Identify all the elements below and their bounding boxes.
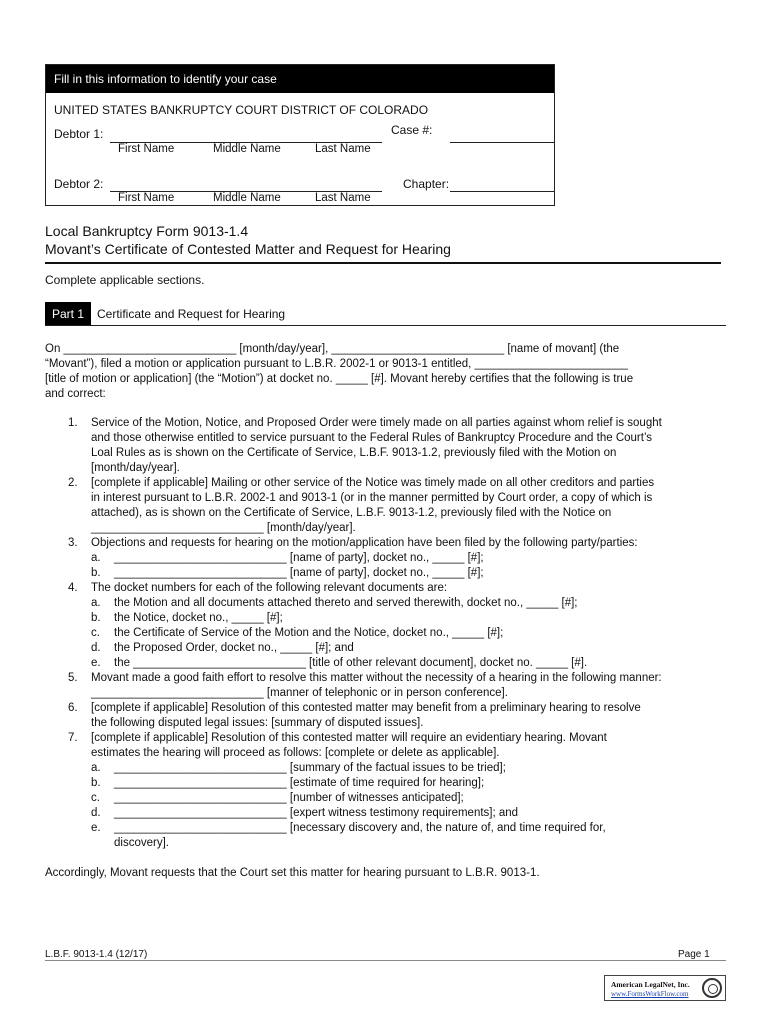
sub-item-continuation: discovery]. (114, 837, 169, 849)
sub-item-text: ___________________________ [necessary discovery and, the nature of, and time required for, (114, 822, 606, 834)
sub-item-letter: c. (91, 627, 100, 639)
form-title: Movant’s Certificate of Contested Matter and Request for Hearing (45, 241, 451, 257)
sub-item-text: ___________________________ [number of witnesses anticipated]; (114, 792, 464, 804)
chapter-field[interactable] (450, 191, 554, 192)
case-info-box (45, 64, 555, 206)
sub-item-letter: a. (91, 597, 101, 609)
sub-item-text: ___________________________ [summary of the factual issues to be tried]; (114, 762, 506, 774)
item-line: in interest pursuant to L.B.R. 2002-1 and 9013-1 (or in the manner permitted by Court order, a copy of which is (91, 492, 653, 504)
debtor2-middle-name-caption: Middle Name (213, 192, 281, 204)
sub-item-text: the ___________________________ [title of other relevant document], docket no. _____ [#]. (114, 657, 588, 669)
item-number: 4. (68, 582, 78, 594)
item-line: Movant made a good faith effort to resolve this matter without the necessity of a hearing in the following manner: (91, 672, 662, 684)
sub-item-letter: a. (91, 762, 101, 774)
sub-item-letter: d. (91, 807, 101, 819)
footer-page-number: Page 1 (678, 949, 710, 960)
sub-item-text: ___________________________ [name of party], docket no., _____ [#]; (114, 567, 484, 579)
debtor2-first-name-caption: First Name (118, 192, 175, 204)
item-line: Objections and requests for hearing on the motion/application have been filed by the following party/parties: (91, 537, 638, 549)
sub-item-text: ___________________________ [name of party], docket no., _____ [#]; (114, 552, 484, 564)
item-number: 5. (68, 672, 78, 684)
instructions: Complete applicable sections. (45, 273, 205, 287)
form-number: Local Bankruptcy Form 9013-1.4 (45, 223, 249, 239)
court-name: UNITED STATES BANKRUPTCY COURT DISTRICT OF COLORADO (54, 103, 429, 117)
item-line: estimates the hearing will proceed as follows: [complete or delete as applicable]. (91, 747, 500, 759)
logo-url-link[interactable]: www.FormsWorkFlow.com (611, 990, 689, 998)
intro-line: “Movant”), filed a motion or application pursuant to L.B.R. 2002-1 or 9013-1 entitled, ________________________ (45, 358, 629, 370)
sub-item-text: ___________________________ [estimate of time required for hearing]; (114, 777, 485, 789)
debtor1-first-name-caption: First Name (118, 143, 175, 155)
item-number: 7. (68, 732, 78, 744)
part1-divider (45, 325, 726, 326)
debtor1-middle-name-caption: Middle Name (213, 143, 281, 155)
sub-item-letter: c. (91, 792, 100, 804)
item-number: 1. (68, 417, 78, 429)
footer-divider (45, 960, 726, 961)
closing-statement: Accordingly, Movant requests that the Court set this matter for hearing pursuant to L.B.R. 9013-1. (45, 867, 540, 879)
footer-form-id: L.B.F. 9013-1.4 (12/17) (45, 949, 148, 960)
part1-title: Certificate and Request for Hearing (97, 307, 286, 321)
case-number-label: Case #: (391, 123, 433, 137)
item-line: Service of the Motion, Notice, and Proposed Order were timely made on all parties against whom relief is sought (91, 417, 662, 429)
item-line: the following disputed legal issues: [summary of disputed issues]. (91, 717, 424, 729)
item-number: 6. (68, 702, 78, 714)
sub-item-letter: b. (91, 567, 101, 579)
intro-line: [title of motion or application] (the “Motion”) at docket no. _____ [#]. Movant hereby certifies that the following is true (45, 373, 634, 385)
sub-item-text: the Certificate of Service of the Motion and the Notice, docket no., _____ [#]; (114, 627, 504, 639)
debtor1-label: Debtor 1: (54, 127, 104, 141)
item-line: [complete if applicable] Resolution of this contested matter will require an evidentiary hearing. Movant (91, 732, 607, 744)
chapter-label: Chapter: (403, 177, 450, 191)
item-line: [complete if applicable] Mailing or other service of the Notice was timely made on all other creditors and parties (91, 477, 655, 489)
sub-item-letter: e. (91, 657, 101, 669)
item-line: ___________________________ [manner of telephonic or in person conference]. (91, 687, 508, 699)
sub-item-text: ___________________________ [expert witness testimony requirements]; and (114, 807, 519, 819)
sub-item-text: the Motion and all documents attached thereto and served therewith, docket no., _____ [#]; (114, 597, 578, 609)
item-line: The docket numbers for each of the following relevant documents are: (91, 582, 448, 594)
title-divider (45, 262, 721, 264)
sub-item-text: the Proposed Order, docket no., _____ [#]; and (114, 642, 354, 654)
seal-icon (702, 978, 722, 998)
debtor2-last-name-caption: Last Name (315, 192, 371, 204)
intro-line: and correct: (45, 388, 106, 400)
item-line: [month/day/year]. (91, 462, 180, 474)
case-number-field[interactable] (450, 142, 554, 143)
logo-company-name: American LegalNet, Inc. (611, 980, 690, 989)
american-legalnet-logo (604, 975, 726, 1001)
sub-item-letter: e. (91, 822, 101, 834)
item-line: ___________________________ [month/day/year]. (91, 522, 356, 534)
item-number: 2. (68, 477, 78, 489)
item-number: 3. (68, 537, 78, 549)
sub-item-letter: b. (91, 612, 101, 624)
sub-item-text: the Notice, docket no., _____ [#]; (114, 612, 283, 624)
item-line: attached), as is shown on the Certificate of Service, L.B.F. 9013-1.2, previously filed with the Notice on (91, 507, 612, 519)
item-line: and those otherwise entitled to service pursuant to the Federal Rules of Bankruptcy Procedure and the Court’s (91, 432, 653, 444)
sub-item-letter: d. (91, 642, 101, 654)
part1-tag: Part 1 (45, 302, 91, 326)
item-line: [complete if applicable] Resolution of this contested matter may benefit from a preliminary hearing to resolve (91, 702, 641, 714)
sub-item-letter: a. (91, 552, 101, 564)
intro-line: On ___________________________ [month/day/year], ___________________________ [name of movant] (the (45, 343, 620, 355)
item-line: Loal Rules as is shown on the Certificate of Service, L.B.F. 9013-1.2, previously filed with the Motion on (91, 447, 617, 459)
sub-item-letter: b. (91, 777, 101, 789)
debtor2-label: Debtor 2: (54, 177, 104, 191)
debtor1-last-name-caption: Last Name (315, 143, 371, 155)
case-info-header: Fill in this information to identify your case (46, 65, 554, 93)
